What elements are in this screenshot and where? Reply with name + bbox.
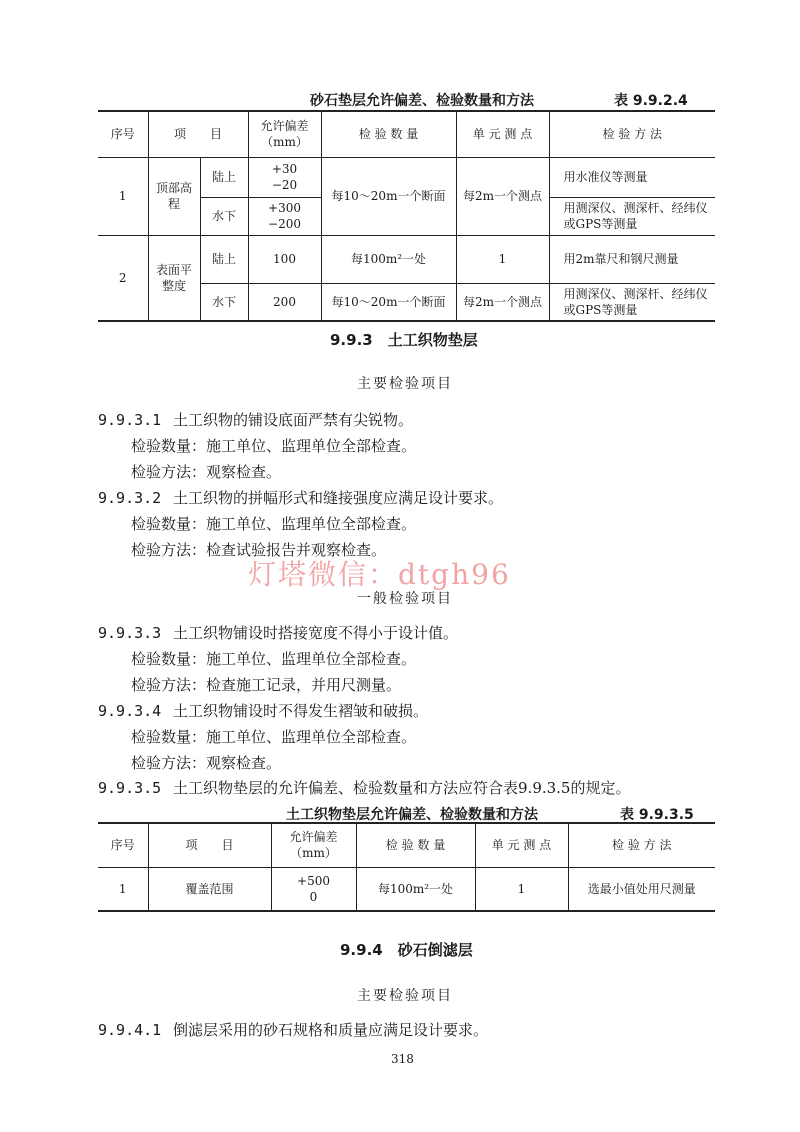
header-tolerance (271, 823, 356, 867)
table1-number: 表 9.9.2.4 (614, 93, 688, 109)
clause-text: 土工织物的铺设底面严禁有尖锐物。 (173, 411, 414, 429)
table1-header-row (98, 111, 715, 157)
header-method: 检 验 方 法 (568, 823, 715, 867)
section-994-main-heading: 主要检验项目 (357, 988, 453, 1004)
row1-method-land: 用水准仪等测量 (549, 157, 715, 197)
row1-env-water: 水下 (200, 197, 248, 235)
t2-row-tolerance (271, 867, 356, 911)
section-993-main-heading: 主要检验项目 (357, 376, 453, 392)
clause-9935 (98, 778, 630, 798)
table-row (98, 867, 715, 911)
row2-seq: 2 (98, 235, 148, 321)
t2-row-unit: 1 (475, 867, 568, 911)
row1-tol-water (248, 197, 321, 235)
clause-9932 (98, 488, 503, 508)
header-quantity: 检 验 数 量 (321, 111, 456, 157)
table-row (98, 235, 715, 283)
row2-tol-land: 100 (248, 235, 321, 283)
watermark: 灯塔微信：dtgh96 (248, 558, 511, 591)
clause-number: 9.9.3.4 (98, 702, 162, 720)
clause-9931-quantity: 检验数量：施工单位、监理单位全部检查。 (131, 437, 417, 455)
row1-tol-water-lower: −200 (268, 217, 301, 231)
row1-tol-land-lower: −20 (271, 178, 298, 192)
row2-env-land: 陆上 (200, 235, 248, 283)
clause-9933-method: 检验方法：检查施工记录，并用尺测量。 (131, 676, 402, 694)
clause-text: 土工织物铺设时搭接宽度不得小于设计值。 (173, 624, 459, 642)
row2-quantity-land: 每100m²一处 (321, 235, 456, 283)
table-row (98, 157, 715, 197)
clause-9932-method: 检验方法：检查试验报告并观察检查。 (131, 541, 387, 559)
row2-unit-land: 1 (456, 235, 549, 283)
clause-text: 倒滤层采用的砂石规格和质量应满足设计要求。 (173, 1021, 489, 1039)
row2-tol-water: 200 (248, 283, 321, 321)
header-seq: 序号 (98, 823, 148, 867)
clause-number: 9.9.3.1 (98, 411, 162, 429)
row2-method-water: 用测深仪、测深杆、经纬仪或GPS等测量 (549, 283, 715, 321)
table1 (98, 110, 715, 322)
row1-method-water: 用测深仪、测深杆、经纬仪或GPS等测量 (549, 197, 715, 235)
header-tolerance-line1: 允许偏差 (289, 830, 338, 845)
table2-header-row (98, 823, 715, 867)
t2-row-item: 覆盖范围 (148, 867, 271, 911)
row1-seq: 1 (98, 157, 148, 235)
header-method: 检 验 方 法 (549, 111, 715, 157)
t2-row-tolerance-upper: +500 (297, 873, 330, 888)
row1-unit: 每2m一个测点 (456, 157, 549, 235)
section-993-general-heading: 一般检验项目 (357, 591, 453, 607)
clause-9931-method: 检验方法：观察检查。 (131, 463, 282, 481)
header-unit: 单 元 测 点 (456, 111, 549, 157)
row2-unit-water: 每2m一个测点 (456, 283, 549, 321)
table2-caption: 土工织物垫层允许偏差、检验数量和方法 (286, 807, 538, 823)
row2-item: 表面平整度 (148, 235, 200, 321)
section-994-heading: 9.9.4 砂石倒滤层 (340, 941, 473, 959)
header-quantity: 检 验 数 量 (356, 823, 475, 867)
row1-item: 顶部高程 (148, 157, 200, 235)
header-seq: 序号 (98, 111, 148, 157)
table2 (98, 822, 715, 912)
header-item: 项 目 (148, 111, 248, 157)
clause-number: 9.9.3.2 (98, 489, 162, 507)
clause-text: 土工织物的拼幅形式和缝接强度应满足设计要求。 (173, 489, 504, 507)
t2-row-quantity: 每100m²一处 (356, 867, 475, 911)
section-993-heading: 9.9.3 土工织物垫层 (330, 331, 478, 349)
clause-9934 (98, 701, 428, 721)
header-tolerance-line2: （mm） (261, 135, 308, 150)
row2-quantity-water: 每10～20m一个断面 (321, 283, 456, 321)
row1-tol-water-upper: +300 (268, 201, 301, 215)
row1-env-land: 陆上 (200, 157, 248, 197)
clause-9931 (98, 410, 413, 430)
clause-text: 土工织物铺设时不得发生褶皱和破损。 (173, 702, 429, 720)
row2-method-land: 用2m靠尺和钢尺测量 (549, 235, 715, 283)
clause-9941 (98, 1020, 488, 1040)
t2-row-seq: 1 (98, 867, 148, 911)
clause-9934-method: 检验方法：观察检查。 (131, 754, 282, 772)
header-item: 项 目 (148, 823, 271, 867)
header-tolerance (248, 111, 321, 157)
page-number: 318 (391, 1052, 414, 1066)
row1-tol-land (248, 157, 321, 197)
t2-row-method: 选最小值处用尺测量 (568, 867, 715, 911)
row2-env-water: 水下 (200, 283, 248, 321)
clause-9934-quantity: 检验数量：施工单位、监理单位全部检查。 (131, 728, 417, 746)
clause-9933 (98, 623, 458, 643)
header-tolerance-line2: （mm） (290, 846, 337, 861)
row1-tol-land-upper: +30 (271, 162, 298, 176)
clause-9933-quantity: 检验数量：施工单位、监理单位全部检查。 (131, 650, 417, 668)
header-unit: 单 元 测 点 (475, 823, 568, 867)
t2-row-tolerance-lower: 0 (309, 889, 318, 904)
table1-caption: 砂石垫层允许偏差、检验数量和方法 (310, 93, 534, 109)
clause-9932-quantity: 检验数量：施工单位、监理单位全部检查。 (131, 515, 417, 533)
clause-number: 9.9.3.5 (98, 779, 162, 797)
clause-text: 土工织物垫层的允许偏差、检验数量和方法应符合表9.9.3.5的规定。 (173, 779, 631, 797)
table2-number: 表 9.9.3.5 (620, 807, 694, 823)
header-tolerance-line1: 允许偏差 (260, 119, 309, 134)
row1-quantity: 每10～20m一个断面 (321, 157, 456, 235)
clause-number: 9.9.3.3 (98, 624, 162, 642)
clause-number: 9.9.4.1 (98, 1021, 162, 1039)
